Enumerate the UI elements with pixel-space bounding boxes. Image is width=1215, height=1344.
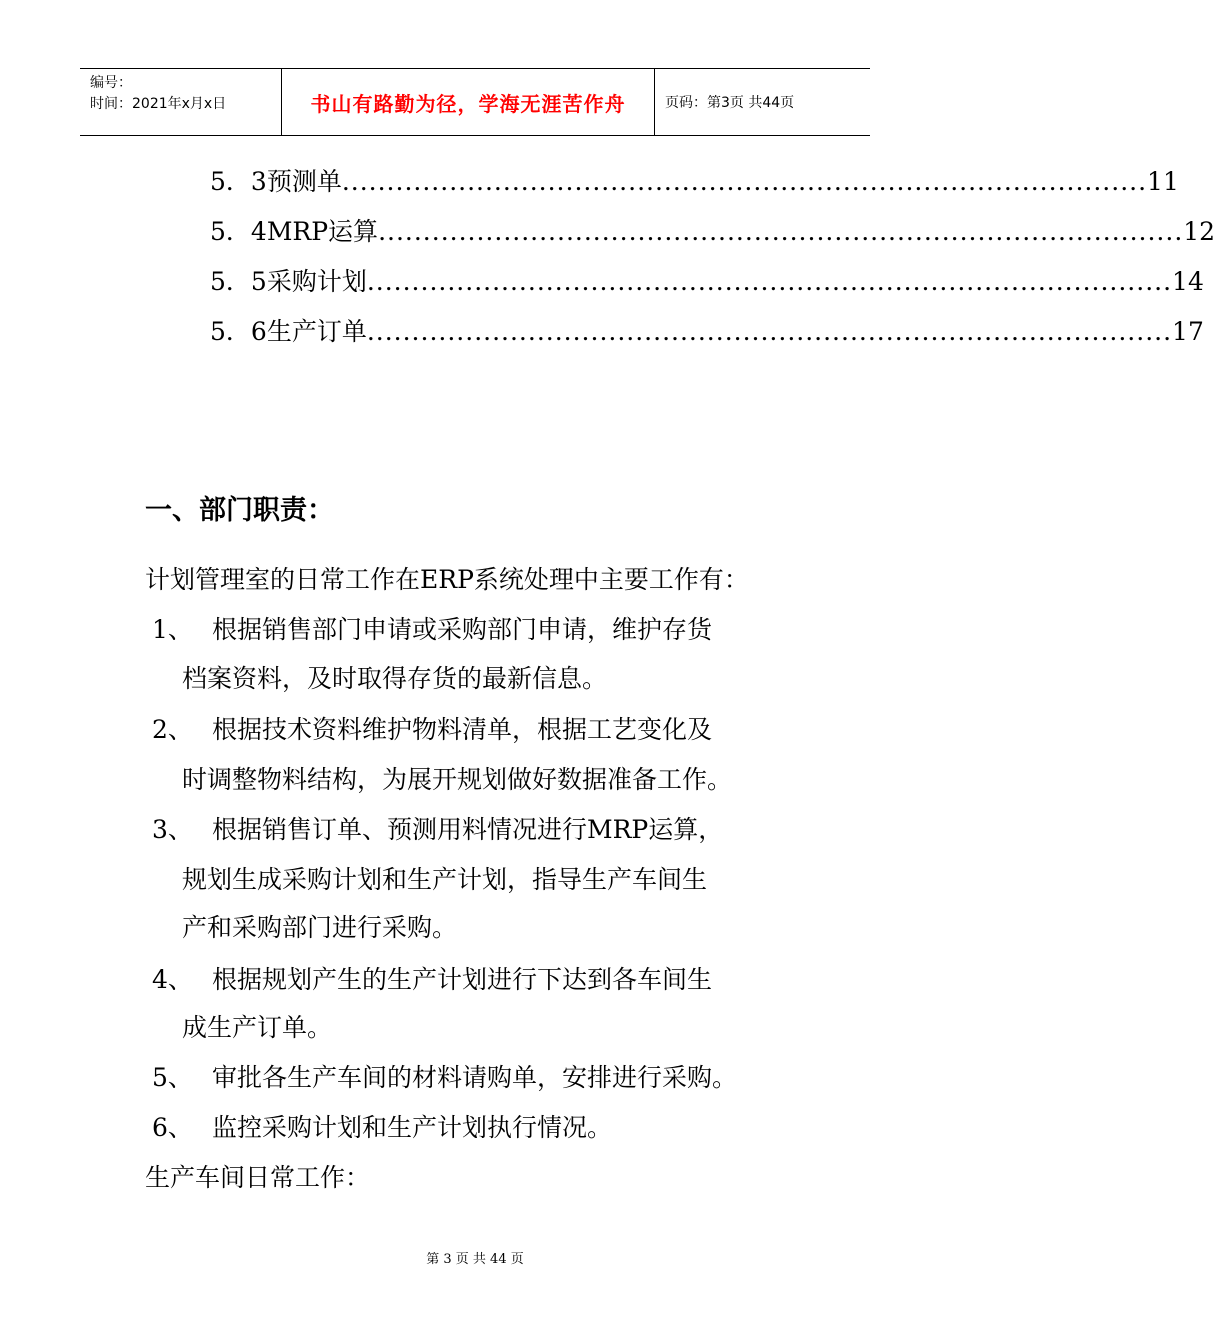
toc-title: MRP运算 xyxy=(266,217,379,246)
closing-paragraph: 生产车间日常工作： xyxy=(145,1163,371,1192)
code-label: 编号： xyxy=(90,75,132,91)
item-number: 4、 xyxy=(152,965,193,994)
toc-leader: .......................................................................................... xyxy=(341,167,1148,196)
item-line: 成生产订单。 xyxy=(182,1013,333,1042)
toc-number: 5．4 xyxy=(210,217,267,246)
toc-entry[interactable] xyxy=(210,212,1215,262)
item-number: 2、 xyxy=(152,715,193,744)
section-heading: 一、部门职责： xyxy=(145,495,334,526)
header-motto-cell xyxy=(282,69,655,135)
toc-title: 采购计划 xyxy=(266,267,367,296)
toc-leader: .......................................................................................... xyxy=(378,217,1184,246)
item-line: 根据销售订单、预测用料情况进行MRP运算， xyxy=(212,815,724,844)
toc-number: 5．3 xyxy=(210,167,267,196)
item-line: 根据技术资料维护物料清单，根据工艺变化及 xyxy=(212,715,713,744)
toc-entry[interactable] xyxy=(210,262,1204,312)
item-line: 根据销售部门申请或采购部门申请，维护存货 xyxy=(212,615,713,644)
page-header xyxy=(80,68,870,136)
item-number: 6、 xyxy=(152,1113,193,1142)
page-footer: 第 3 页 共 44 页 xyxy=(426,1252,524,1267)
page-info: 页码：第3页 共44页 xyxy=(665,95,795,111)
header-page-info xyxy=(655,69,870,135)
item-line: 规划生成采购计划和生产计划，指导生产车间生 xyxy=(182,865,708,894)
intro-paragraph: 计划管理室的日常工作在ERP系统处理中主要工作有： xyxy=(145,565,749,594)
toc-leader: .......................................................................................... xyxy=(366,317,1173,346)
item-line: 监控采购计划和生产计划执行情况。 xyxy=(212,1113,613,1142)
item-number: 5、 xyxy=(152,1063,193,1092)
item-line: 档案资料，及时取得存货的最新信息。 xyxy=(182,664,608,693)
toc-title: 生产订单 xyxy=(266,317,367,346)
item-number: 3、 xyxy=(152,815,193,844)
table-of-contents xyxy=(210,162,1215,362)
item-line: 根据规划产生的生产计划进行下达到各车间生 xyxy=(212,965,713,994)
item-line: 产和采购部门进行采购。 xyxy=(182,913,458,942)
toc-page: 12 xyxy=(1183,217,1215,246)
item-line: 时调整物料结构，为展开规划做好数据准备工作。 xyxy=(182,765,733,794)
item-number: 1、 xyxy=(152,615,193,644)
motto: 书山有路勤为径，学海无涯苦作舟 xyxy=(310,91,626,116)
time-label: 时间：2021年x月x日 xyxy=(90,96,227,112)
toc-page: 11 xyxy=(1147,167,1179,196)
toc-entry[interactable] xyxy=(210,162,1179,212)
toc-number: 5．6 xyxy=(210,317,267,346)
toc-entry[interactable] xyxy=(210,312,1204,362)
header-meta xyxy=(80,69,282,135)
toc-leader: .......................................................................................... xyxy=(366,267,1173,296)
toc-page: 14 xyxy=(1172,267,1204,296)
toc-title: 预测单 xyxy=(266,167,342,196)
item-line: 审批各生产车间的材料请购单，安排进行采购。 xyxy=(212,1063,738,1092)
toc-number: 5．5 xyxy=(210,267,267,296)
toc-page: 17 xyxy=(1172,317,1204,346)
